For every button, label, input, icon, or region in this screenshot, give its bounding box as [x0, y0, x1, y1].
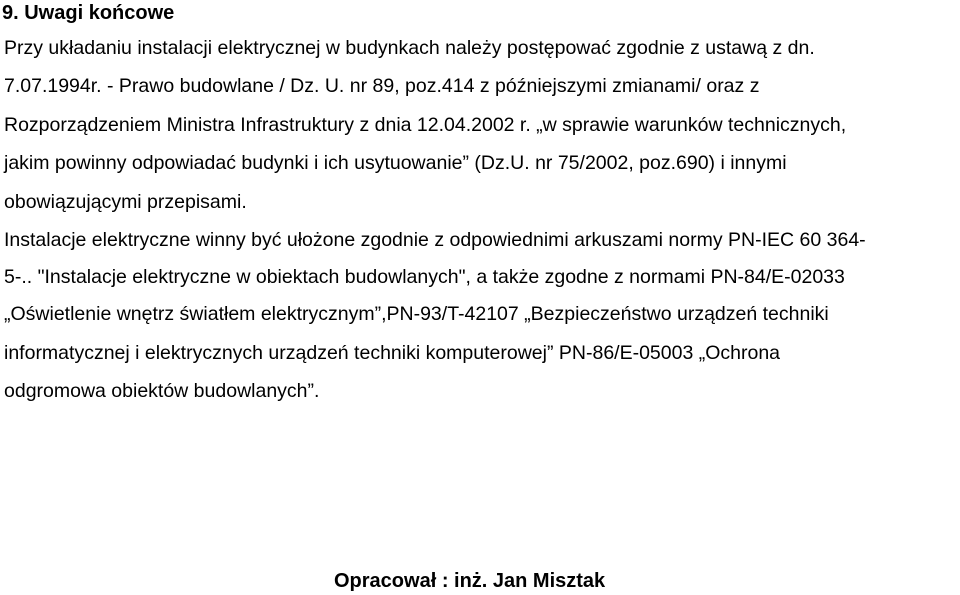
text-line-1: Przy układaniu instalacji elektrycznej w budynkach należy postępować zgodnie z ustawą z dn.	[4, 37, 815, 59]
author-signature: Opracował : inż. Jan Misztak	[334, 570, 606, 592]
text-line-8: „Oświetlenie wnętrz światłem elektrycznym”,PN-93/T-42107 „Bezpieczeństwo urządzeń techniki	[4, 303, 829, 325]
section-heading: 9. Uwagi końcowe	[2, 2, 175, 24]
text-line-4: jakim powinny odpowiadać budynki i ich usytuowanie” (Dz.U. nr 75/2002, poz.690) i innymi	[4, 152, 787, 174]
text-line-2: 7.07.1994r. - Prawo budowlane / Dz. U. nr 89, poz.414 z późniejszymi zmianami/ oraz z	[4, 75, 760, 97]
text-line-6: Instalacje elektryczne winny być ułożone zgodnie z odpowiednimi arkuszami normy PN-IEC 60 364-	[4, 229, 866, 251]
text-line-5: obowiązującymi przepisami.	[4, 191, 247, 213]
text-line-10: odgromowa obiektów budowlanych”.	[4, 380, 320, 402]
text-line-9: informatycznej i elektrycznych urządzeń techniki komputerowej” PN-86/E-05003 „Ochrona	[4, 342, 781, 364]
text-line-7: 5-.. "Instalacje elektryczne w obiektach budowlanych", a także zgodne z normami PN-84/E-02033	[4, 266, 845, 288]
text-line-3: Rozporządzeniem Ministra Infrastruktury z dnia 12.04.2002 r. „w sprawie warunków technicznych,	[4, 114, 847, 136]
